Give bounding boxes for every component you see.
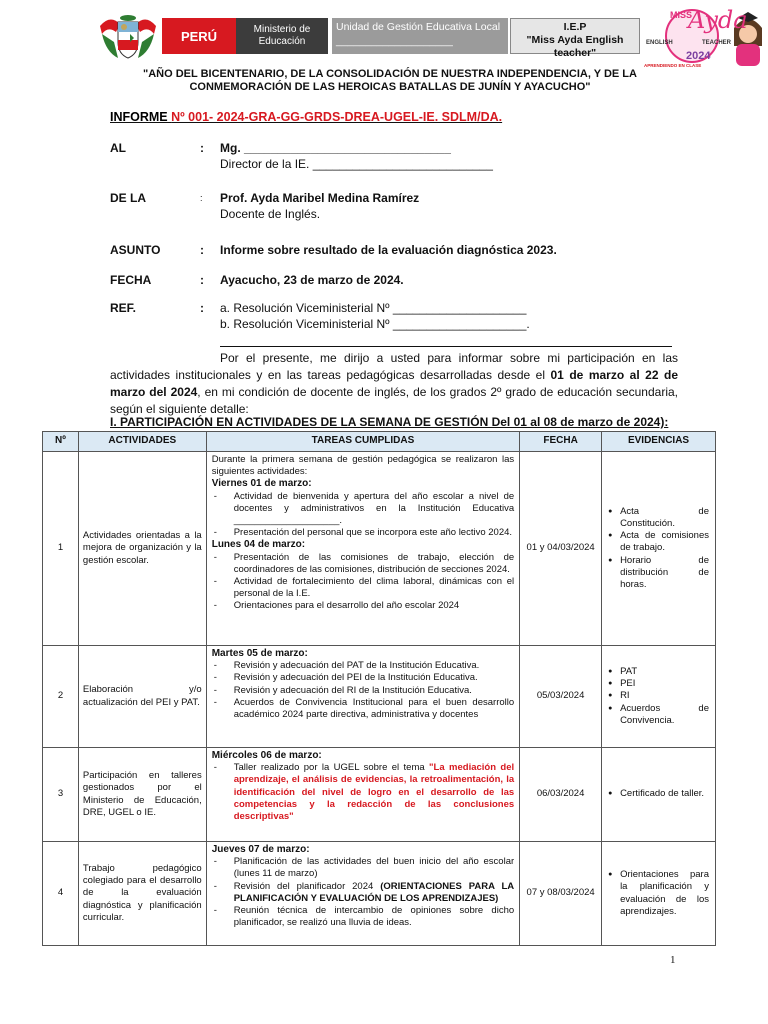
row-number: 4: [43, 842, 79, 946]
field-ref-a: a. Resolución Viceministerial Nº ____________________: [220, 301, 527, 315]
intro-text-1: Por el presente, me dirijo a usted para informar sobre mi participación en las actividades institucionales y en las tareas pedagógicas desarrolladas desde el: [110, 351, 678, 382]
document-header: [96, 6, 768, 68]
iep-label: [510, 18, 640, 59]
row-activity: Participación en talleres gestionados por el Ministerio de Educación, DRE, UGEL o IE.: [78, 748, 206, 842]
evidence-item: ● PEI: [608, 678, 709, 690]
separator-line: [220, 346, 672, 347]
table-row: [43, 646, 716, 748]
field-fecha-key: FECHA: [110, 273, 152, 287]
field-fecha-value: Ayacucho, 23 de marzo de 2024.: [220, 273, 404, 287]
report-number: Nº 001- 2024-GRA-GG-GRDS-DREA-UGEL-IE. SDLM/DA.: [171, 110, 503, 124]
header-evidencias: EVIDENCIAS: [602, 432, 716, 452]
page-number: 1: [670, 954, 676, 966]
evidence-item: ● Certificado de taller.: [608, 788, 709, 800]
iep-name: "Miss Ayda English teacher": [526, 34, 624, 59]
evidence-item: ● PAT: [608, 666, 709, 678]
task-item: - Orientaciones para el desarrollo del año escolar 2024: [212, 600, 514, 612]
peru-coat-of-arms-icon: [96, 12, 160, 62]
evidence-item: ● RI: [608, 690, 709, 702]
task-text: Taller realizado por la UGEL sobre el tema: [233, 762, 430, 774]
evidence-item: ● Horario de distribución de horas.: [608, 555, 709, 592]
colon: :: [200, 301, 204, 315]
field-asunto-key: ASUNTO: [110, 243, 161, 257]
logo-year-text: 2024: [686, 50, 711, 62]
tasks-day: Jueves 07 de marzo:: [211, 844, 310, 855]
field-dela-name: Prof. Ayda Maribel Medina Ramírez: [220, 191, 420, 205]
task-item: - Planificación de las actividades del buen inicio del año escolar (lunes 11 de marzo): [212, 856, 514, 880]
header-tareas: TAREAS CUMPLIDAS: [206, 432, 519, 452]
section-title: I. PARTICIPACIÓN EN ACTIVIDADES DE LA SEMANA DE GESTIÓN Del 01 al 08 de marzo de 2024):: [110, 415, 669, 429]
task-item: [212, 762, 514, 823]
field-al-name: Mg. _______________________________: [220, 141, 451, 155]
task-item: [212, 881, 514, 905]
row-activity: Trabajo pedagógico colegiado para el desarrollo de la evaluación diagnóstica y planificación curricular.: [78, 842, 206, 946]
header-num: Nº: [43, 432, 79, 452]
evidence-item: ● Acta de comisiones de trabajo.: [608, 530, 709, 554]
colon: :: [200, 141, 204, 155]
task-item: - Reunión técnica de intercambio de opiniones sobre dicho planificador, se realizó una lluvia de ideas.: [212, 905, 514, 929]
tasks-day: Martes 05 de marzo:: [211, 648, 308, 659]
intro-text-2: , en mi condición de docente de inglés, de los grados 2º grado de educación secundaria, según el siguiente detalle:: [110, 385, 678, 416]
row-tasks: [206, 842, 519, 946]
row-evidence: [602, 646, 716, 748]
logo-ayda-text: Ayda: [688, 6, 748, 34]
table-row: [43, 452, 716, 646]
planner-title: (ORIENTACIONES PARA LA PLANIFICACIÓN Y EVALUACIÓN DE LOS APRENDIZAJES): [233, 880, 515, 904]
row-number: 2: [43, 646, 79, 748]
row-number: 3: [43, 748, 79, 842]
task-item: - Actividad de fortalecimiento del clima laboral, dinámicas con el personal de la I.E.: [212, 576, 514, 600]
table-header-row: [43, 432, 716, 452]
intro-paragraph: [110, 350, 678, 418]
task-item: - Actividad de bienvenida y apertura del año escolar a nivel de docentes y administrativos en la Institución Educativa ____________________.: [212, 491, 514, 528]
task-item: - Revisión y adecuación del RI de la Institución Educativa.: [212, 685, 514, 697]
field-ref-b: b. Resolución Viceministerial Nº ____________________.: [220, 317, 530, 331]
row-evidence: [602, 842, 716, 946]
logo-teacher-text: TEACHER: [702, 40, 732, 46]
logo-tagline: APRENDIENDO EN CLASE: [644, 63, 702, 68]
row-evidence: [602, 748, 716, 842]
task-item: - Presentación de las comisiones de trabajo, elección de coordinadores de las comisiones, distribución de secciones 2024.: [212, 552, 514, 576]
iep-title: I.E.P: [563, 21, 587, 33]
ugel-label: Unidad de Gestión Educativa Local ____________________: [332, 18, 508, 54]
colon: :: [200, 243, 204, 257]
field-dela-key: DE LA: [110, 191, 146, 205]
field-al-key: AL: [110, 141, 126, 155]
intro-date-range: 01 de marzo al 22 de marzo del 2024: [110, 368, 678, 399]
report-label: INFORME: [110, 110, 172, 124]
row-date: 06/03/2024: [520, 748, 602, 842]
row-tasks: [206, 646, 519, 748]
task-item: - Revisión y adecuación del PEI de la Institución Educativa.: [212, 672, 514, 684]
row-date: 01 y 04/03/2024: [520, 452, 602, 646]
colon: :: [200, 273, 204, 287]
row-activity: Actividades orientadas a la mejora de organización y la gestión escolar.: [78, 452, 206, 646]
field-dela-role: Docente de Inglés.: [220, 207, 321, 221]
header-fecha: FECHA: [520, 432, 602, 452]
miss-ayda-logo: [640, 6, 768, 70]
evidence-item: ● Orientaciones para la planificación y evaluación de los aprendizajes.: [608, 869, 709, 918]
task-item: - Presentación del personal que se incorpora este año lectivo 2024.: [212, 527, 514, 539]
field-asunto-value: Informe sobre resultado de la evaluación diagnóstica 2023.: [220, 243, 557, 257]
logo-miss-text: MISS: [670, 10, 693, 20]
tasks-day: Lunes 04 de marzo:: [211, 539, 306, 551]
row-evidence: [602, 452, 716, 646]
row-date: 05/03/2024: [520, 646, 602, 748]
year-name-heading: "AÑO DEL BICENTENARIO, DE LA CONSOLIDACIÓN DE NUESTRA INDEPENDENCIA, Y DE LA CONMEMORACIÓN DE LAS HEROICAS BATALLAS DE JUNÍN Y AYACUCHO": [143, 68, 637, 93]
field-al-role: Director de la IE. ___________________________: [220, 157, 493, 171]
ministry-label: Ministerio de Educación: [236, 18, 328, 54]
task-item: - Acuerdos de Convivencia Institucional para el buen desarrollo académico 2024 parte directiva, administrativa y docentes: [212, 697, 514, 721]
tasks-day: Viernes 01 de marzo:: [211, 478, 312, 490]
colon: :: [200, 193, 203, 203]
row-number: 1: [43, 452, 79, 646]
activities-table: [42, 431, 716, 946]
task-text: Revisión del planificador 2024: [233, 880, 381, 892]
report-title: [110, 110, 502, 124]
workshop-topic: "La mediación del aprendizaje, el análisis de evidencias, la retroalimentación, la identificación del nivel de logro en el desarrollo de las competencias y la redacción de las conclusiones descriptivas": [233, 762, 515, 823]
task-item: - Revisión y adecuación del PAT de la Institución Educativa.: [212, 660, 514, 672]
row-activity: Elaboración y/o actualización del PEI y PAT.: [78, 646, 206, 748]
header-actividades: ACTIVIDADES: [78, 432, 206, 452]
table-row: [43, 748, 716, 842]
row-tasks: [206, 452, 519, 646]
table-row: [43, 842, 716, 946]
evidence-item: ● Acuerdos de Convivencia.: [608, 703, 709, 727]
tasks-day: Miércoles 06 de marzo:: [211, 750, 322, 761]
logo-english-text: ENGLISH: [646, 40, 673, 46]
evidence-item: ● Acta de Constitución.: [608, 506, 709, 530]
field-ref-key: REF.: [110, 301, 137, 315]
row-tasks: [206, 748, 519, 842]
country-label: PERÚ: [162, 18, 236, 54]
tasks-intro: Durante la primera semana de gestión pedagógica se realizaron las siguientes actividades:: [211, 454, 515, 478]
row-date: 07 y 08/03/2024: [520, 842, 602, 946]
